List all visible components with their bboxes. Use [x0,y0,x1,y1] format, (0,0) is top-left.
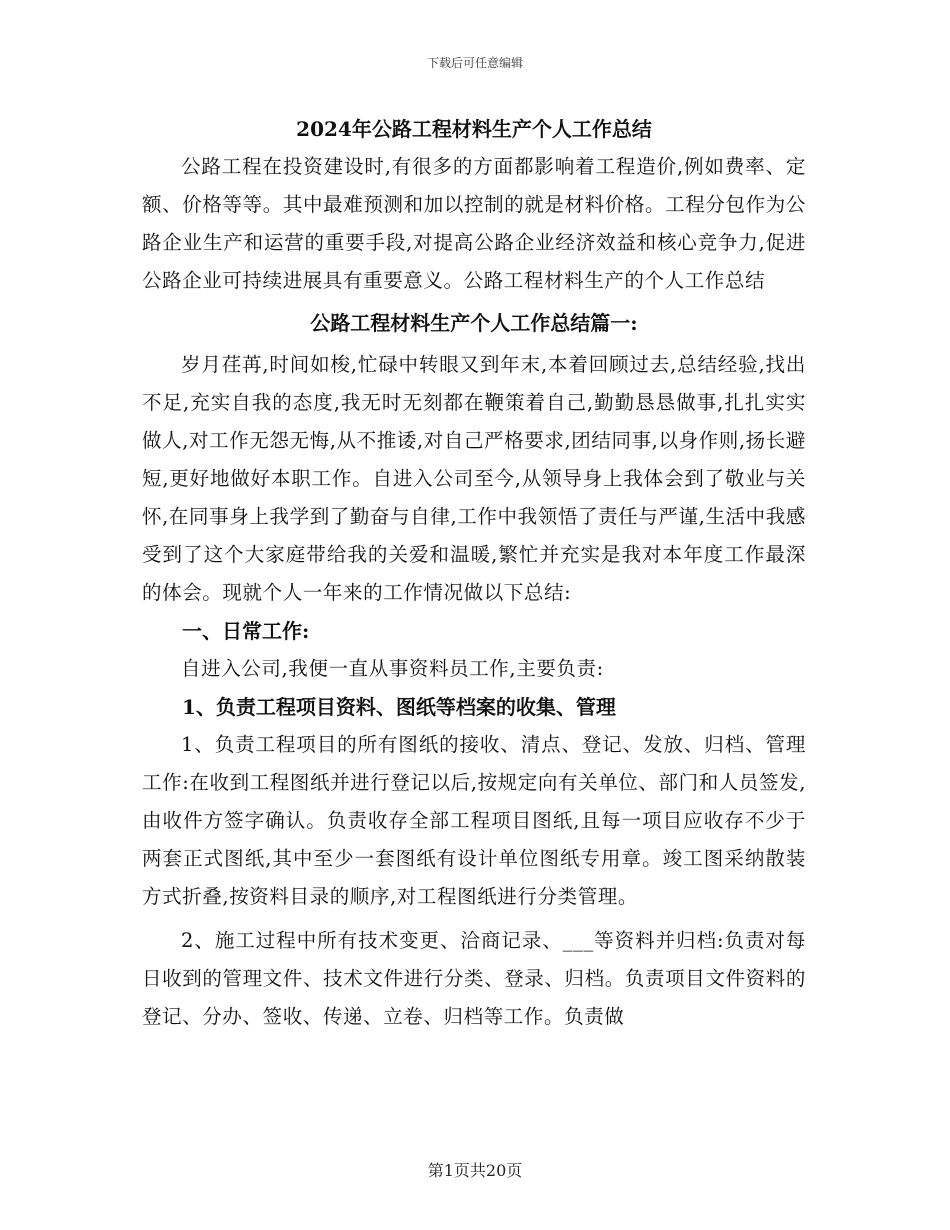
heading-daily-work: 一、日常工作: [182,619,310,643]
paragraph-summary: 岁月荏苒,时间如梭,忙碌中转眼又到年末,本着回顾过去,总结经验,找出不足,充实自我的态度,我无时无刻都在鞭策着自己,勤勤恳恳做事,扎扎实实做人,对工作无怨无悔,从不推诿,对自己严格要求,团结同事,以身作则,扬长避短,更好地做好本职工作。自进入公司至今,从领导身上我体会到了敬业与关怀,在同事身上我学到了勤奋与自律,工作中我领悟了责任与严谨,生活中我感受到了这个大家庭带给我的关爱和温暖,繁忙并充实是我对本年度工作最深的体会。现就个人一年来的工作情况做以下总结: [142,353,806,604]
document-body [142,114,806,1036]
paragraph-role: 自进入公司,我便一直从事资料员工作,主要负责: [181,657,604,680]
subheading-archive-management: 1、负责工程项目资料、图纸等档案的收集、管理 [182,695,616,719]
intro-paragraph: 公路工程在投资建设时,有很多的方面都影响着工程造价,例如费率、定额、价格等等。其中最难预测和加以控制的就是材料价格。工程分包作为公路企业生产和运营的重要手段,对提高公路企业经济效益和核心竞争力,促进公路企业可持续进展具有重要意义。公路工程材料生产的个人工作总结 [142,155,806,292]
section-title: 公路工程材料生产个人工作总结篇一: [310,311,638,335]
paragraph-item-2: 2、施工过程中所有技术变更、洽商记录、___等资料并归档:负责对每日收到的管理文件、技术文件进行分类、登录、归档。负责项目文件资料的登记、分办、签收、传递、立卷、归档等工作。负责做 [142,929,806,1028]
page-header-note: 下载后可任意编辑 [426,56,523,70]
paragraph-item-1: 1、负责工程项目的所有图纸的接收、清点、登记、发放、归档、管理工作:在收到工程图纸并进行登记以后,按规定向有关单位、部门和人员签发,由收件方签字确认。负责收存全部工程项目图纸,且每一项目应收存不少于两套正式图纸,其中至少一套图纸有设计单位图纸专用章。竣工图采纳散装方式折叠,按资料目录的顺序,对工程图纸进行分类管理。 [142,733,806,908]
document-title: 2024年公路工程材料生产个人工作总结 [296,117,652,141]
page-footer-number: 第1页共20页 [427,1161,523,1180]
